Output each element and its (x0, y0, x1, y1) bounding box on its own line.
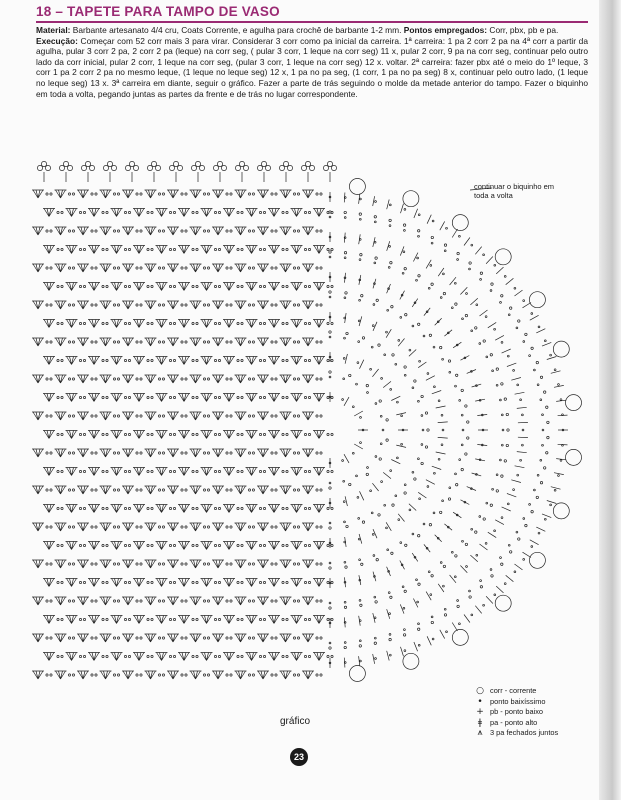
slip-stitch-icon: • (477, 696, 483, 707)
execucao-label: Execução: (36, 35, 78, 46)
material-text: Barbante artesanato 4/4 cru, Coats Corrente, e agulha para crochê de barbante 1-2 mm. (70, 25, 404, 35)
legend-item-ponto-baixissimo: • ponto baixíssimo (470, 697, 600, 708)
pattern-header (36, 4, 588, 99)
execucao-text: Começar com 52 corr mais 3 para virar. Considerar 3 corr como pa inicial da carreira. 1ª carreira: 1 pa 2 corr 2 pa na 4ª corr a partir da agulha, pular 3 corr 2 pa, 2 corr 2 pa (leque) na corr seg, ( pular 3 corr, 1 leque na corr seg) 11 x, pular 2 corr, 9 pa na corr seg, continuar pelo outro lado da corr inicial, pular 2 corr, 1 leque na corr seg, (pular 3 corr, 1 leque na corr seg) 12 x. voltar. 2ª carreira: fazer pbx até o meio do 1º leque, 3 corr 1 pa 2 corr 2 pa no mesmo leque, (1 leque no leque seg) 12 x, 1 pa no pa seg, (1 corr, 1 pa no pa seg) 8 x, continuar pelo outro lado, (1 leque no leque seg) 13 x. 3ª carreira em diante, seguir o gráfico. Fazer a parte de trás seguindo o molde da metade anterior do tampo. Fazer o biquinho em toda a volta, pegando juntas as partes da frente e de trás no lugar correspondente. (36, 35, 588, 99)
chart-stitches (32, 161, 582, 681)
page-binding-edge (599, 0, 621, 800)
material-label: Material: (36, 25, 71, 35)
pontos-text: Corr, pbx, pb e pa. (487, 25, 559, 35)
legend-item-corrente: ○ corr - corrente (470, 686, 600, 697)
title-rule (36, 21, 588, 23)
pattern-instructions (36, 25, 588, 99)
legend-item-ponto-baixo: + pb - ponto baixo (470, 707, 600, 718)
chart-annotation: continuar o biquinho em toda a volta (474, 182, 555, 200)
chart-caption: gráfico (280, 716, 311, 727)
page-number: 23 (290, 748, 308, 766)
pontos-label: Pontos empregados: (403, 25, 488, 35)
legend-item-ponto-alto: ǂ pa - ponto alto (470, 718, 600, 729)
pattern-title: 18 – TAPETE PARA TAMPO DE VASO (36, 4, 280, 19)
crochet-chart (30, 150, 590, 695)
chain-stitch-icon: ○ (476, 686, 484, 696)
double-crochet-icon: ǂ (477, 717, 483, 728)
single-crochet-icon: + (476, 707, 484, 718)
cluster-stitch-icon: ⩚ (477, 728, 483, 739)
legend-item-3-pa-fechados: ⩚ 3 pa fechados juntos (470, 728, 600, 739)
stitch-legend (470, 686, 600, 739)
